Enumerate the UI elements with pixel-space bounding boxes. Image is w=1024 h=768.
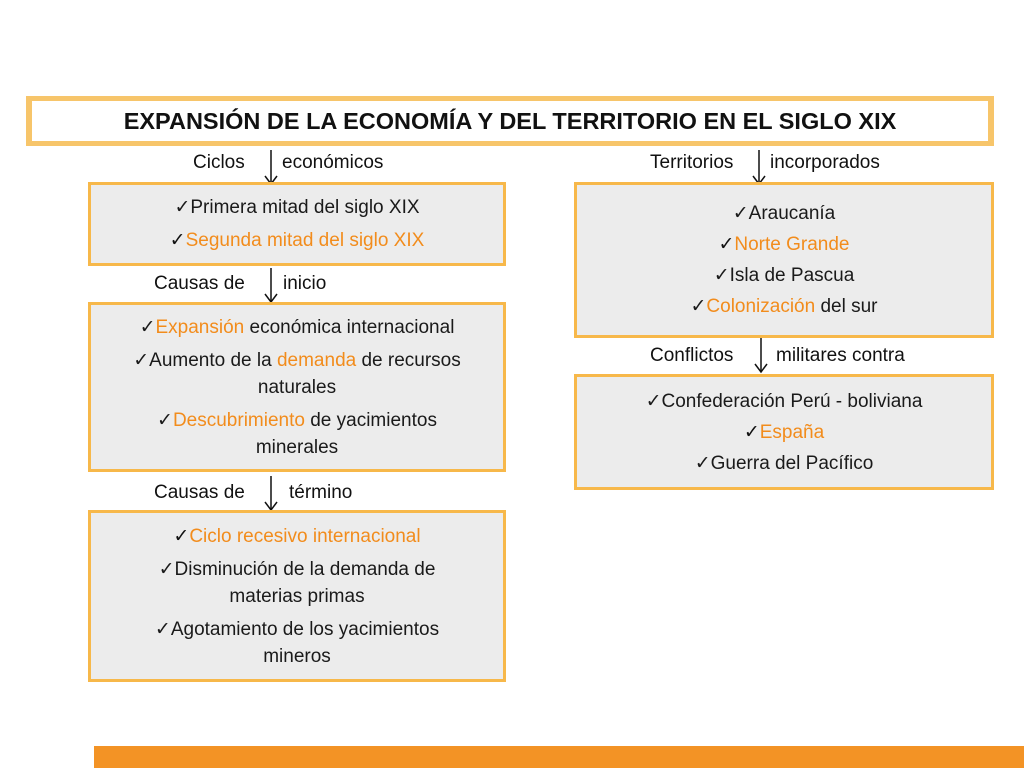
ciclos-label-a: Ciclos	[193, 152, 245, 173]
ciclos-box	[88, 182, 506, 266]
item-text-highlight: demanda	[276, 349, 357, 371]
item-text: de yacimientos	[304, 409, 437, 431]
list-item	[147, 616, 447, 670]
checkmark-icon: ✓	[690, 296, 707, 317]
item-text-line2: mineros	[263, 645, 331, 667]
termino-label-b: término	[289, 482, 353, 503]
item-text: Isla de Pascua	[729, 265, 855, 286]
item-text: Norte Grande	[734, 234, 850, 255]
title-inner	[32, 101, 988, 141]
territorios-label-b: incorporados	[770, 152, 880, 173]
item-text-line2: materias primas	[229, 585, 365, 607]
down-arrow-icon	[264, 150, 278, 186]
inicio-box	[88, 302, 506, 472]
checkmark-icon: ✓	[133, 349, 150, 371]
checkmark-icon: ✓	[158, 558, 175, 580]
item-text: del sur	[815, 296, 878, 317]
termino-box	[88, 510, 506, 682]
down-arrow-icon	[264, 268, 278, 304]
item-text-line2: minerales	[255, 436, 339, 458]
item-text-highlight: Descubrimiento	[172, 409, 305, 431]
checkmark-icon: ✓	[732, 203, 749, 224]
down-arrow-icon	[264, 476, 278, 512]
list-item	[706, 262, 863, 289]
list-item	[638, 388, 931, 415]
item-text: Aumento de la	[149, 349, 277, 371]
inicio-label-a: Causas de	[154, 273, 245, 294]
item-text: Ciclo recesivo internacional	[189, 525, 421, 547]
checkmark-icon: ✓	[139, 316, 156, 338]
down-arrow-icon	[754, 338, 768, 374]
checkmark-icon: ✓	[694, 452, 711, 474]
item-text-line2: naturales	[257, 376, 337, 398]
list-item	[725, 200, 844, 227]
list-item	[162, 227, 433, 254]
title-bar	[26, 96, 994, 146]
down-arrow-icon	[752, 150, 766, 186]
ciclos-label-b: económicos	[282, 152, 384, 173]
item-text: Segunda mitad del siglo XIX	[185, 230, 425, 251]
territorios-box	[574, 182, 994, 338]
item-text-highlight: Colonización	[706, 296, 816, 317]
conflictos-label-a: Conflictos	[650, 345, 734, 366]
checkmark-icon: ✓	[169, 230, 186, 251]
checkmark-icon: ✓	[173, 525, 190, 547]
item-text: Primera mitad del siglo XIX	[190, 197, 420, 218]
list-item	[710, 231, 857, 258]
item-text: Guerra del Pacífico	[710, 452, 874, 474]
checkmark-icon: ✓	[718, 234, 735, 255]
checkmark-icon: ✓	[713, 265, 730, 286]
item-text: España	[759, 421, 825, 443]
item-text: Confederación Perú - boliviana	[661, 390, 923, 412]
bottom-accent-bar	[94, 746, 1024, 768]
checkmark-icon: ✓	[154, 618, 171, 640]
checkmark-icon: ✓	[174, 197, 191, 218]
checkmark-icon: ✓	[645, 390, 662, 412]
termino-label-a: Causas de	[154, 482, 245, 503]
item-text: Araucanía	[748, 203, 836, 224]
list-item	[165, 523, 428, 550]
list-item	[166, 194, 427, 221]
conflictos-label-b: militares contra	[776, 345, 905, 366]
item-text-highlight: Expansión	[155, 316, 245, 338]
territorios-label-a: Territorios	[650, 152, 734, 173]
list-item	[736, 419, 832, 446]
checkmark-icon: ✓	[157, 409, 173, 431]
item-text: económica internacional	[244, 316, 455, 338]
item-text: Agotamiento de los yacimientos	[170, 618, 440, 640]
item-text: Disminución de la demanda de	[174, 558, 436, 580]
list-item	[132, 314, 463, 341]
list-item	[151, 556, 444, 610]
inicio-label-b: inicio	[283, 273, 327, 294]
list-item	[125, 347, 469, 401]
conflictos-box	[574, 374, 994, 490]
list-item	[682, 293, 885, 320]
list-item	[149, 407, 445, 461]
page-title: EXPANSIÓN DE LA ECONOMÍA Y DEL TERRITORIO EN EL SIGLO XIX	[123, 107, 897, 134]
item-text: de recursos	[356, 349, 461, 371]
list-item	[687, 450, 882, 477]
checkmark-icon: ✓	[743, 421, 760, 443]
